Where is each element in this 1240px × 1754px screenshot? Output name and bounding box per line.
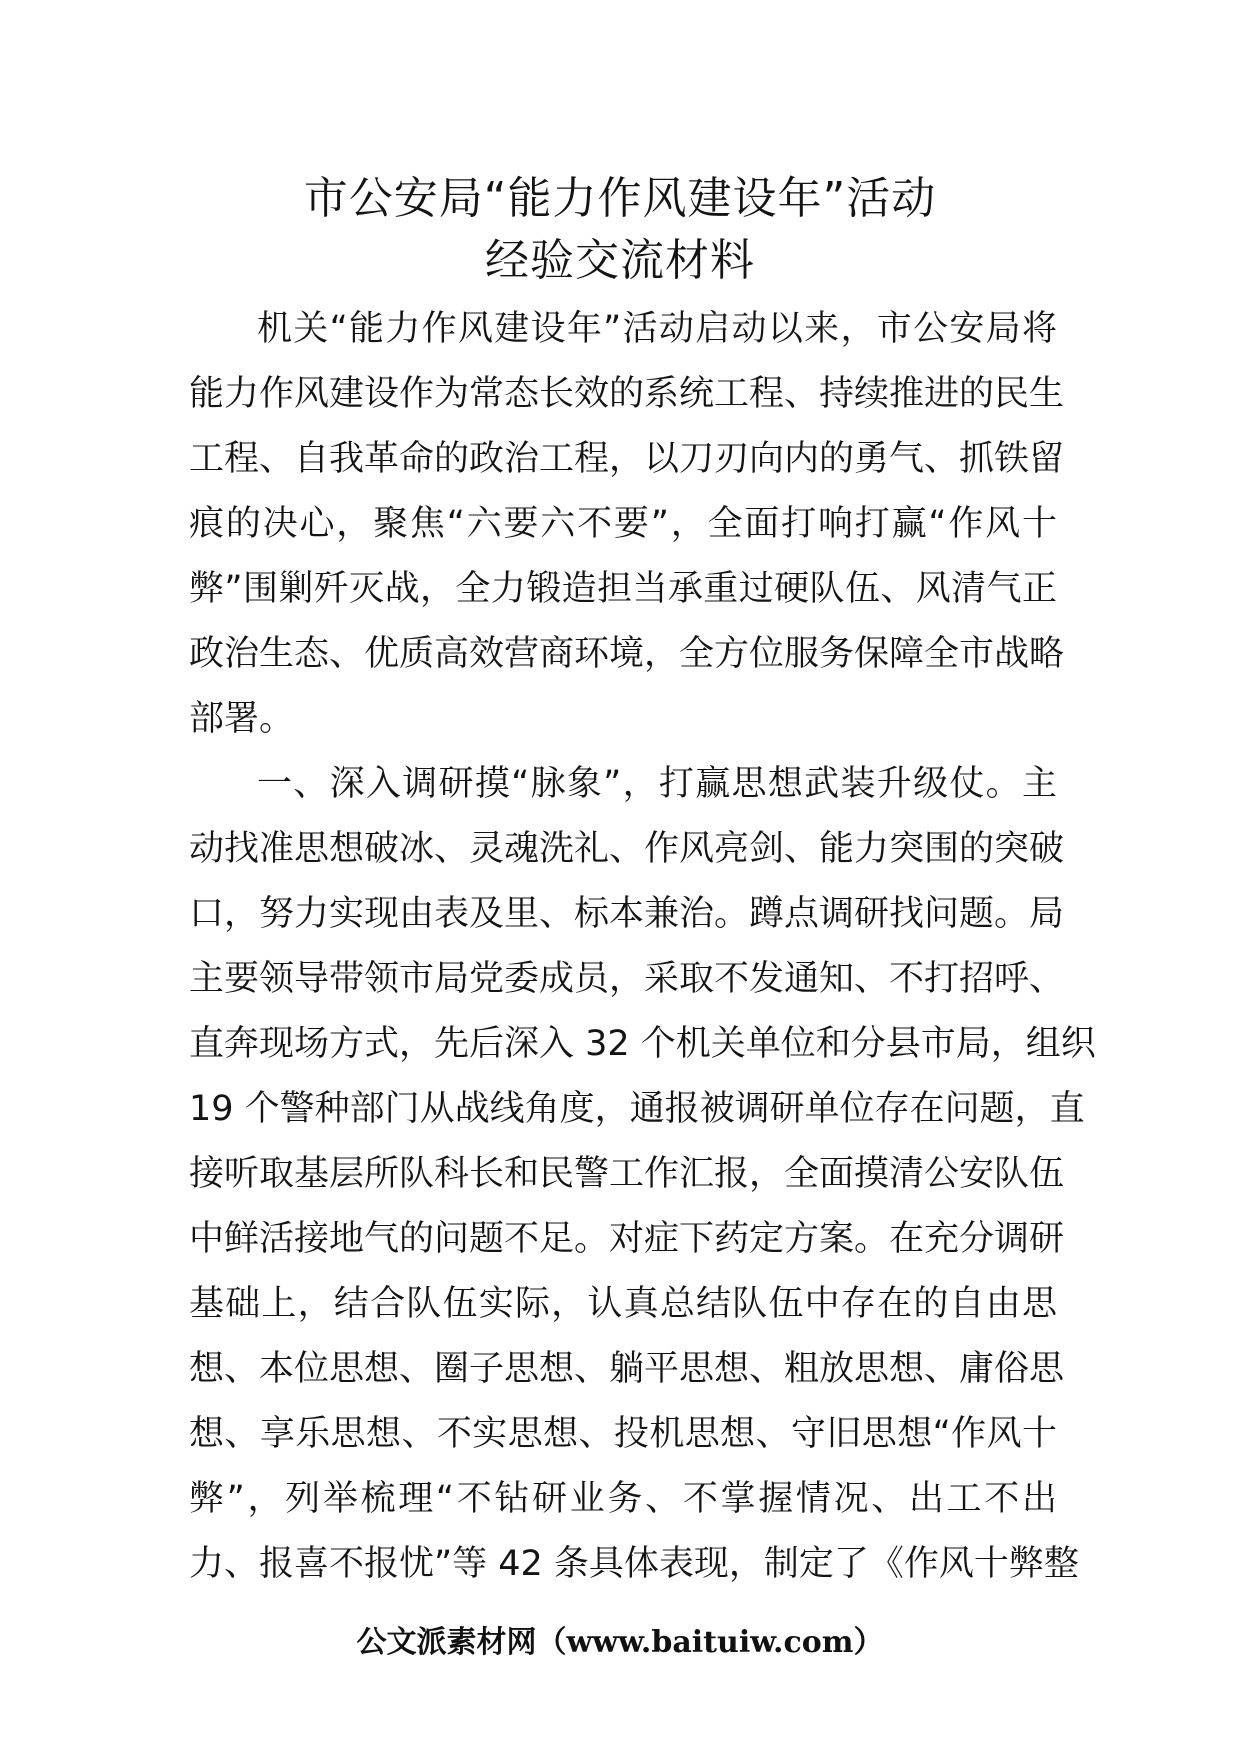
paragraph-line: 基础上，结合队伍实际，认真总结队伍中存在的自由思 bbox=[189, 1284, 1057, 1324]
paragraph-line: 政治生态、优质高效营商环境，全方位服务保障全市战略 bbox=[189, 634, 1065, 674]
title-line-1: 市公安局“能力作风建设年”活动 bbox=[303, 173, 937, 224]
paragraph-line: 部署。 bbox=[189, 699, 295, 739]
paragraph-line: 主要领导带领市局党委成员，采取不发通知、不打招呼、 bbox=[189, 959, 1065, 999]
document-title bbox=[0, 168, 1240, 292]
paragraph-line: 一、深入调研摸“脉象”，打赢思想武装升级仗。主 bbox=[257, 764, 1057, 804]
paragraph-line: 力、报喜不报忧”等 42 条具体表现，制定了《作风十弊整 bbox=[189, 1544, 1079, 1584]
footer-watermark: 公文派素材网（www.baituiw.com） bbox=[356, 1625, 884, 1660]
paragraph-line: 动找准思想破冰、灵魂洗礼、作风亮剑、能力突围的突破 bbox=[189, 829, 1065, 869]
paragraph-section-one bbox=[189, 752, 1096, 1597]
paragraph-line: 19 个警种部门从战线角度，通报被调研单位存在问题，直 bbox=[189, 1089, 1085, 1129]
paragraph-line: 口，努力实现由表及里、标本兼治。蹲点调研找问题。局 bbox=[189, 894, 1065, 934]
paragraph-line: 弊”围剿歼灭战，全力锻造担当承重过硬队伍、风清气正 bbox=[189, 569, 1057, 609]
paragraph-line: 工程、自我革命的政治工程，以刀刃向内的勇气、抓铁留 bbox=[189, 439, 1065, 479]
document-body bbox=[189, 297, 1096, 1597]
paragraph-line: 直奔现场方式，先后深入 32 个机关单位和分县市局，组织 bbox=[189, 1024, 1096, 1064]
paragraph-line: 想、享乐思想、不实思想、投机思想、守旧思想“作风十 bbox=[189, 1414, 1057, 1454]
paragraph-line: 接听取基层所队科长和民警工作汇报，全面摸清公安队伍 bbox=[189, 1154, 1065, 1194]
paragraph-intro bbox=[189, 297, 1065, 752]
title-line-2: 经验交流材料 bbox=[485, 235, 755, 286]
paragraph-line: 弊”，列举梳理“不钻研业务、不掌握情况、出工不出 bbox=[189, 1479, 1057, 1519]
paragraph-line: 能力作风建设作为常态长效的系统工程、持续推进的民生 bbox=[189, 374, 1065, 414]
paragraph-line: 痕的决心，聚焦“六要六不要”，全面打响打赢“作风十 bbox=[189, 504, 1057, 544]
paragraph-line: 想、本位思想、圈子思想、躺平思想、粗放思想、庸俗思 bbox=[189, 1349, 1065, 1389]
paragraph-line: 中鲜活接地气的问题不足。对症下药定方案。在充分调研 bbox=[189, 1219, 1065, 1259]
paragraph-line: 机关“能力作风建设年”活动启动以来，市公安局将 bbox=[257, 309, 1057, 349]
